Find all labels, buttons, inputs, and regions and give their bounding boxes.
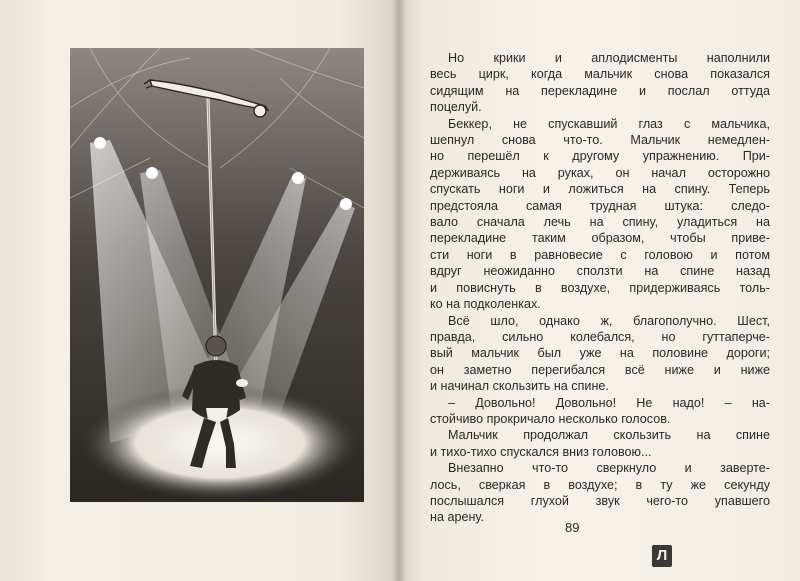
text-line: стойчиво прокричало несколько голосов. <box>430 411 671 426</box>
text-line: правда, сильно колебался, но гуттаперче- <box>430 329 770 344</box>
paragraph-4 <box>430 395 770 428</box>
paragraph-3 <box>430 313 770 395</box>
text-line: вый мальчик был уже на половине дороги; <box>430 346 770 361</box>
book-gutter <box>392 0 406 581</box>
text-line: – Довольно! Довольно! Не надо! – на- <box>448 395 770 410</box>
text-line: предстояла самая трудная штука: следо- <box>430 198 770 213</box>
publisher-badge: Л <box>652 545 672 567</box>
text-line: поцелуй. <box>430 100 482 115</box>
text-line: держиваясь на руках, он начал осторожно <box>430 165 770 180</box>
text-line: вдруг неожиданно сползти на спине назад <box>430 264 770 279</box>
circus-illustration <box>70 48 364 502</box>
text-line: и начинал скользить на спине. <box>430 379 609 394</box>
text-line: Беккер, не спускавший глаз с мальчика, <box>448 116 770 131</box>
text-line: сти ноги в равновесие с головою и потом <box>430 247 770 262</box>
text-line: сидящим на перекладине и послал оттуда <box>430 83 770 98</box>
text-line: он заметно перегибался всё ниже и ниже <box>430 362 770 377</box>
text-line: на арену. <box>430 510 484 525</box>
text-line: Внезапно что-то сверкнуло и заверте- <box>448 461 770 476</box>
text-line: Мальчик продолжал скользить на спине <box>448 428 770 443</box>
text-line: послышался глухой звук чего-то упавшего <box>430 493 770 508</box>
story-text <box>430 50 770 526</box>
page-number: 89 <box>565 520 580 535</box>
illustration-drawing <box>70 48 364 502</box>
paragraph-5 <box>430 427 770 460</box>
text-line: но перешёл к другому упражнению. При- <box>430 149 770 164</box>
paragraph-1 <box>430 50 770 116</box>
text-line: шепнул снова что-то. Мальчик немедлен- <box>430 133 770 148</box>
text-line: и повиснуть в воздухе, придерживаясь толь- <box>430 280 770 295</box>
text-line: перекладине таким образом, чтобы приве- <box>430 231 770 246</box>
text-line: весь цирк, когда мальчик снова показался <box>430 67 770 82</box>
text-line: Всё шло, однако ж, благополучно. Шест, <box>448 313 770 328</box>
text-line: Но крики и аплодисменты наполнили <box>448 51 770 65</box>
paragraph-6 <box>430 460 770 526</box>
text-line: спускать ноги и ложиться на спину. Теперь <box>430 182 770 197</box>
text-line: вало сначала лечь на спину, уладиться на <box>430 215 770 230</box>
text-line: лось, сверкая в воздухе; в ту же секунду <box>430 477 770 492</box>
paragraph-2 <box>430 116 770 313</box>
text-line: и тихо-тихо спускался вниз головою... <box>430 444 652 459</box>
left-page <box>0 0 398 581</box>
text-line: ко на подколенках. <box>430 297 541 312</box>
